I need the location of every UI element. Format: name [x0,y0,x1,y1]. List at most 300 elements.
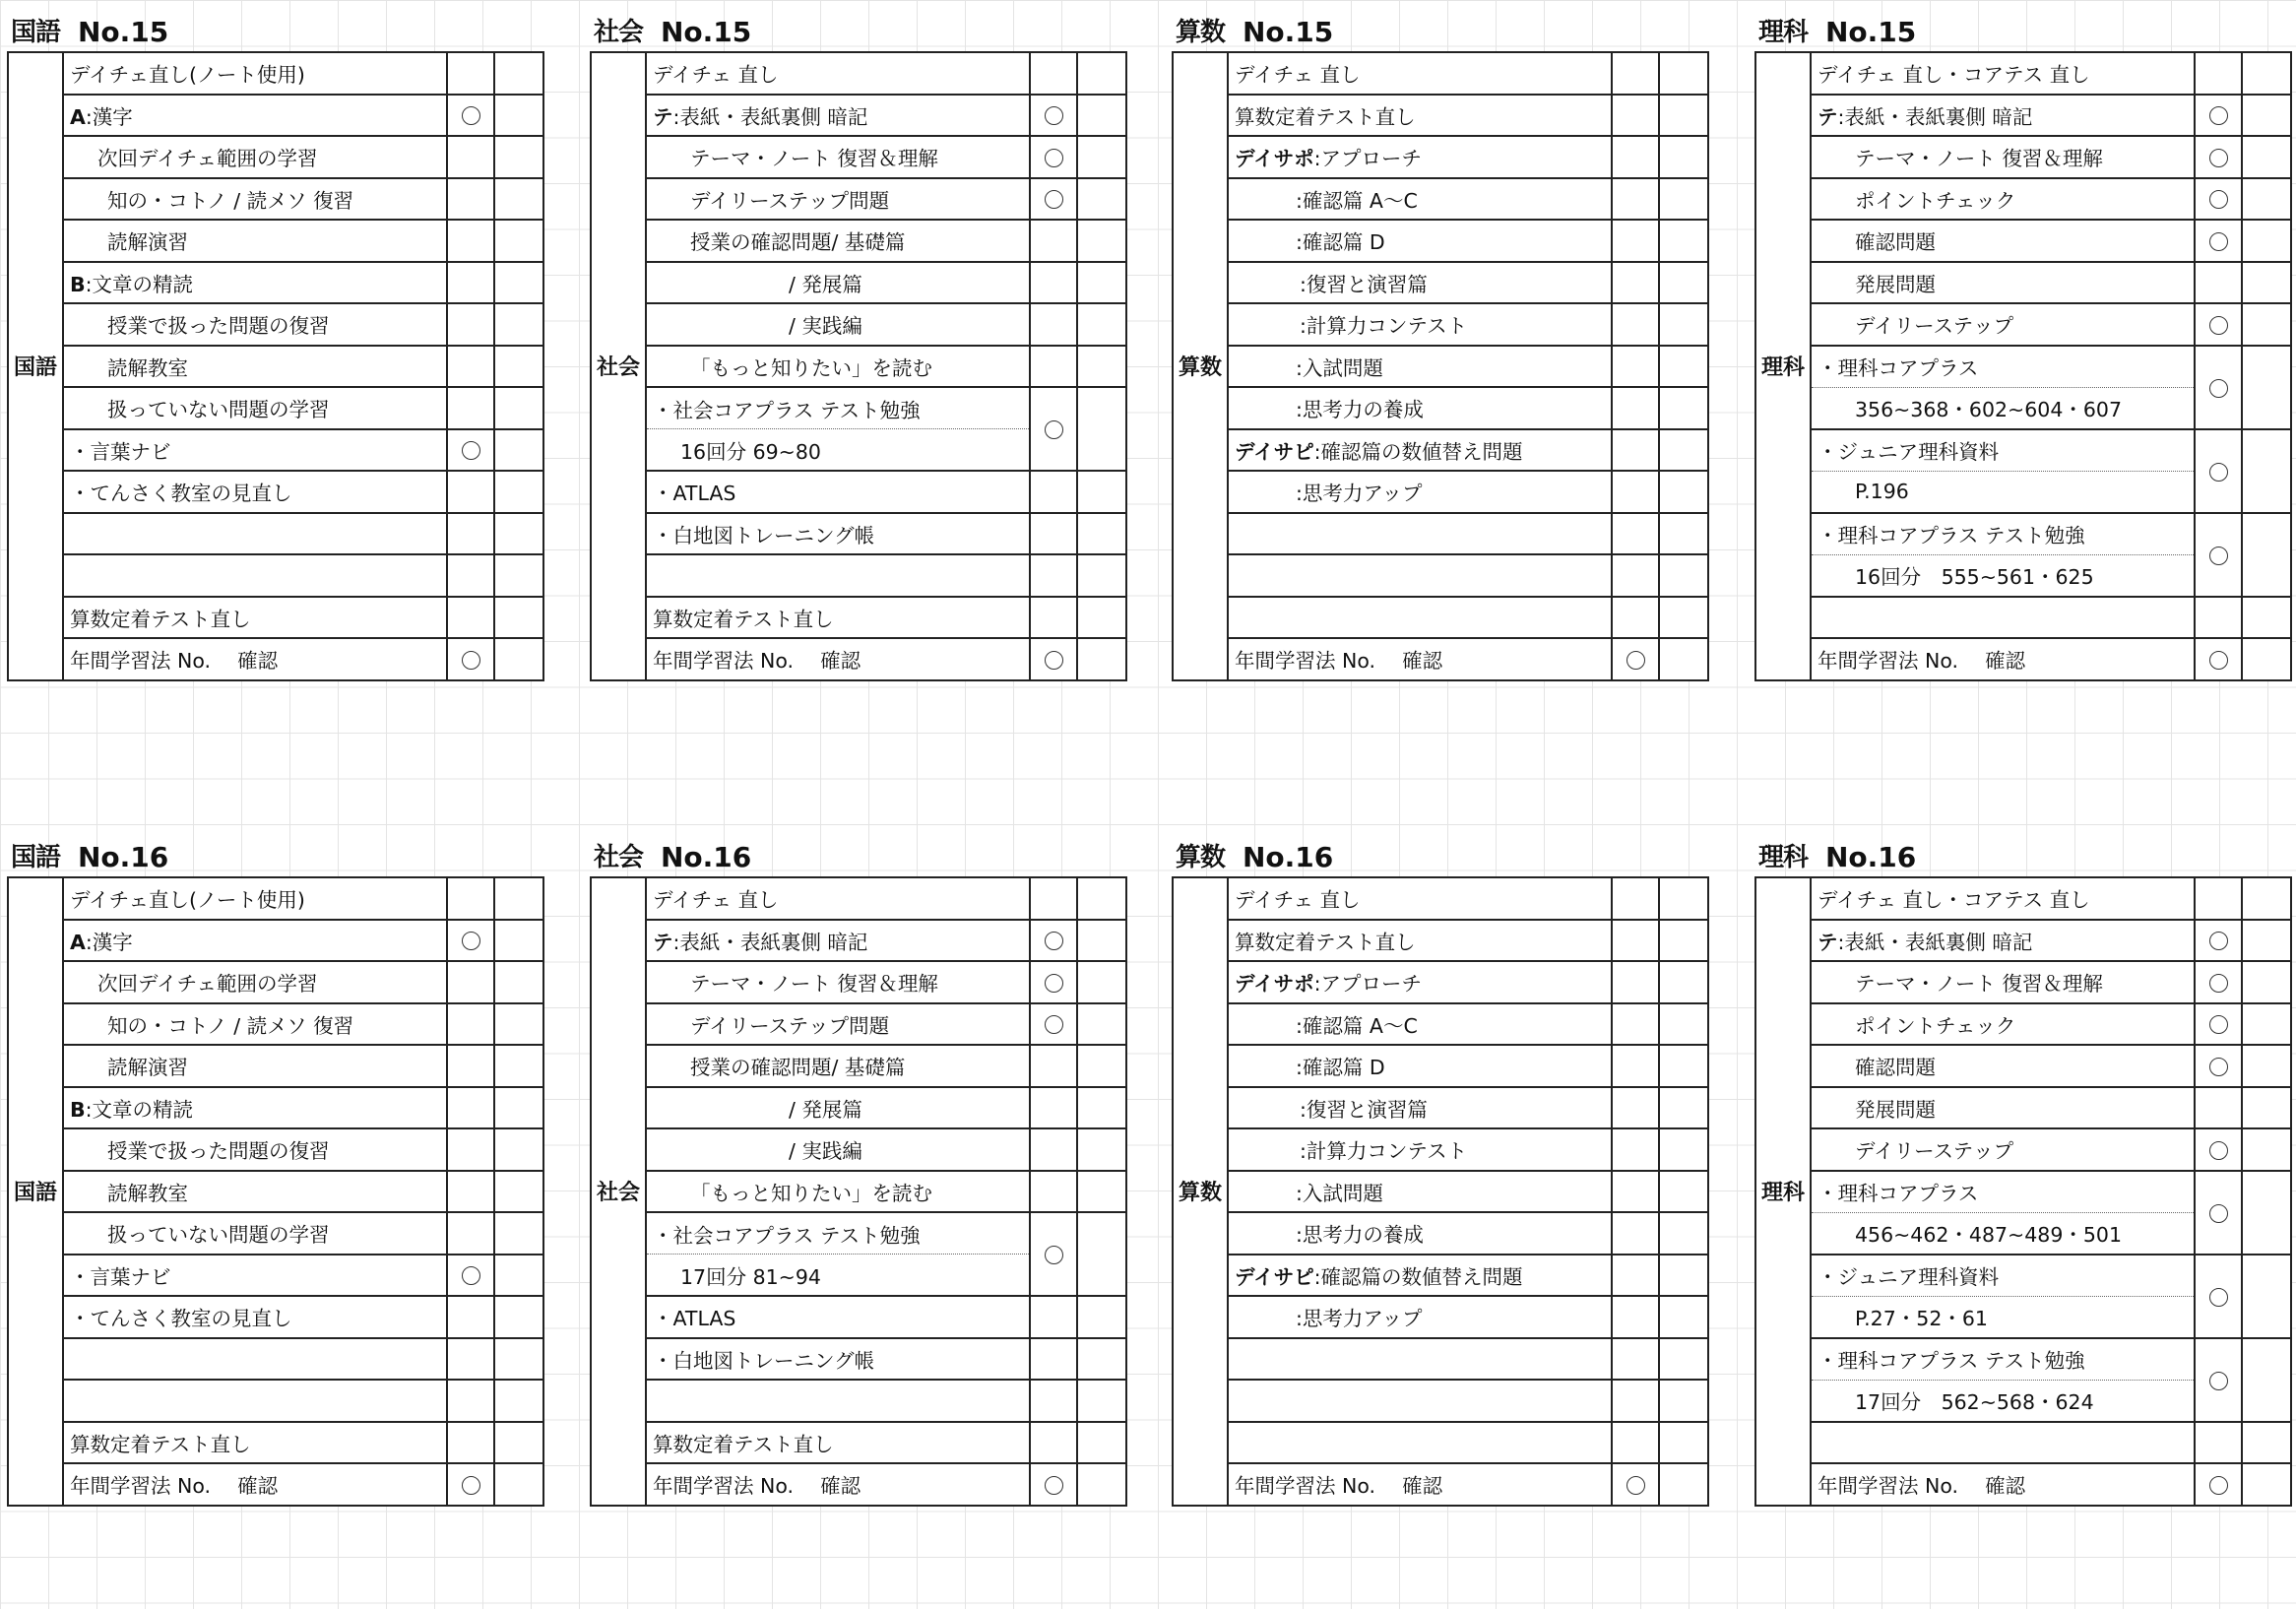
check-cell[interactable] [1612,1128,1659,1171]
done-cell[interactable] [1077,346,1126,388]
task-label [1228,1380,1612,1422]
check-cell[interactable] [1030,471,1077,513]
check-cell[interactable] [2195,961,2242,1003]
checklist-row [1755,1338,2291,1381]
done-cell[interactable] [2242,52,2291,95]
done-cell[interactable] [1659,920,1708,962]
check-cell[interactable] [1612,1255,1659,1297]
panel-header [590,0,1125,51]
check-cell[interactable] [447,52,494,95]
check-cell[interactable] [447,95,494,137]
task-label [646,1255,1030,1297]
done-cell[interactable] [2242,1045,2291,1087]
done-cell[interactable] [2242,1087,2291,1129]
check-cell[interactable] [2195,638,2242,680]
task-text: 算数定着テスト直し [653,1432,834,1456]
done-cell[interactable] [1077,1338,1126,1381]
task-text: :アプローチ [1313,147,1422,171]
circle-mark-icon [2209,547,2228,565]
check-cell[interactable] [447,220,494,262]
task-text: :確認篇 D [1296,1056,1385,1080]
task-text: :確認篇 A～C [1296,1013,1418,1038]
task-text: デイリーステップ問題 [690,188,890,213]
done-cell[interactable] [1659,1045,1708,1087]
check-cell[interactable] [447,262,494,304]
done-cell[interactable] [494,1338,543,1381]
task-prefix: テ [1818,930,1838,954]
check-cell[interactable] [1030,303,1077,346]
done-cell[interactable] [1659,877,1708,920]
check-cell[interactable] [447,1003,494,1046]
check-cell[interactable] [2195,920,2242,962]
done-cell[interactable] [2242,513,2291,597]
done-cell[interactable] [1077,1087,1126,1129]
check-cell[interactable] [1030,262,1077,304]
check-cell[interactable] [2195,1045,2242,1087]
done-cell[interactable] [1659,471,1708,513]
subject-side-label: 国語 [8,52,63,680]
done-cell[interactable] [1659,1338,1708,1381]
check-cell[interactable] [2195,1128,2242,1171]
done-cell[interactable] [1077,178,1126,221]
done-cell[interactable] [494,471,543,513]
checklist-row [591,1045,1126,1087]
task-text: :思考力の養成 [1296,398,1424,422]
done-cell[interactable] [2242,1255,2291,1338]
check-cell[interactable] [1030,95,1077,137]
done-cell[interactable] [2242,877,2291,920]
check-cell[interactable] [1030,1422,1077,1464]
checklist-row [1755,95,2291,137]
done-cell[interactable] [2242,638,2291,680]
task-text: 授業で扱った問題の復習 [107,314,330,339]
check-cell[interactable] [1030,1296,1077,1338]
task-label [1811,597,2195,639]
checklist-row [1755,1255,2291,1297]
check-cell[interactable] [1612,1045,1659,1087]
check-cell[interactable] [1030,513,1077,555]
task-text: 算数定着テスト直し [70,607,251,631]
check-cell[interactable] [1612,1380,1659,1422]
task-label [63,52,447,95]
task-label [1228,471,1612,513]
done-cell[interactable] [1077,513,1126,555]
check-cell[interactable] [2195,136,2242,178]
check-cell[interactable] [1612,1422,1659,1464]
done-cell[interactable] [494,1128,543,1171]
check-cell[interactable] [1030,597,1077,639]
check-cell[interactable] [1612,220,1659,262]
done-cell[interactable] [2242,920,2291,962]
done-cell[interactable] [494,1380,543,1422]
check-cell[interactable] [1612,95,1659,137]
task-label [1228,1212,1612,1255]
check-cell[interactable] [447,513,494,555]
task-prefix: テ [1818,104,1838,129]
done-cell[interactable] [1077,1128,1126,1171]
check-cell[interactable] [2195,513,2242,597]
lesson-number: No.16 [1243,841,1334,873]
checklist-row [1755,52,2291,95]
done-cell[interactable] [1659,1171,1708,1213]
task-label [646,1128,1030,1171]
done-cell[interactable] [1077,52,1126,95]
check-cell[interactable] [447,638,494,680]
check-cell[interactable] [447,1087,494,1129]
circle-mark-icon [2209,932,2228,950]
done-cell[interactable] [494,638,543,680]
check-cell[interactable] [447,1422,494,1464]
done-cell[interactable] [494,52,543,95]
check-cell[interactable] [1612,1171,1659,1213]
checklist-row [1755,513,2291,555]
done-cell[interactable] [494,1045,543,1087]
check-cell[interactable] [2195,1463,2242,1506]
done-cell[interactable] [1077,1380,1126,1422]
checklist-row [591,1296,1126,1338]
check-cell[interactable] [1030,1463,1077,1506]
done-cell[interactable] [1659,1087,1708,1129]
done-cell[interactable] [2242,1128,2291,1171]
done-cell[interactable] [494,1463,543,1506]
check-cell[interactable] [447,554,494,597]
done-cell[interactable] [1659,597,1708,639]
check-cell[interactable] [447,346,494,388]
checklist-row [1755,1087,2291,1129]
done-cell[interactable] [494,877,543,920]
done-cell[interactable] [494,303,543,346]
check-cell[interactable] [2195,95,2242,137]
task-text: ・理科コアプラス テスト勉強 [1818,1349,2085,1373]
check-cell[interactable] [2195,1171,2242,1255]
done-cell[interactable] [1077,1212,1126,1296]
task-text: 年間学習法 No. 確認 [653,1474,861,1499]
done-cell[interactable] [1659,1003,1708,1046]
circle-mark-icon [2209,1141,2228,1160]
check-cell[interactable] [2195,597,2242,639]
done-cell[interactable] [494,136,543,178]
check-cell[interactable] [1612,1087,1659,1129]
check-cell[interactable] [447,1045,494,1087]
task-label [63,597,447,639]
panel-header [1172,825,1707,876]
circle-mark-icon [2209,106,2228,125]
done-cell[interactable] [1659,554,1708,597]
check-cell[interactable] [2195,1338,2242,1422]
check-cell[interactable] [1030,1003,1077,1046]
check-cell[interactable] [1030,136,1077,178]
check-cell[interactable] [1612,1463,1659,1506]
check-cell[interactable] [447,303,494,346]
done-cell[interactable] [2242,961,2291,1003]
check-cell[interactable] [1030,387,1077,471]
task-text: 読解演習 [107,230,188,255]
check-cell[interactable] [1612,52,1659,95]
check-cell[interactable] [447,1255,494,1297]
check-cell[interactable] [447,877,494,920]
check-cell[interactable] [1030,52,1077,95]
check-cell[interactable] [1612,597,1659,639]
done-cell[interactable] [494,220,543,262]
check-cell[interactable] [2195,1003,2242,1046]
check-cell[interactable] [1030,178,1077,221]
task-label [1811,429,2195,472]
done-cell[interactable] [1659,178,1708,221]
circle-mark-icon [2209,651,2228,670]
check-cell[interactable] [1612,346,1659,388]
check-cell[interactable] [1612,262,1659,304]
done-cell[interactable] [494,1171,543,1213]
check-cell[interactable] [1030,1380,1077,1422]
done-cell[interactable] [494,1422,543,1464]
done-cell[interactable] [1659,1128,1708,1171]
panel-header [7,825,542,876]
done-cell[interactable] [1659,429,1708,472]
task-label [1228,95,1612,137]
done-cell[interactable] [1077,638,1126,680]
task-text: テーマ・ノート 復習＆理解 [690,147,938,171]
done-cell[interactable] [1077,920,1126,962]
check-cell[interactable] [1030,554,1077,597]
check-cell[interactable] [447,1380,494,1422]
done-cell[interactable] [2242,346,2291,429]
done-cell[interactable] [1659,220,1708,262]
check-cell[interactable] [447,1128,494,1171]
done-cell[interactable] [1659,1463,1708,1506]
check-cell[interactable] [2195,1422,2242,1464]
check-cell[interactable] [2195,1255,2242,1338]
task-label [1811,1212,2195,1255]
check-cell[interactable] [447,1171,494,1213]
check-cell[interactable] [1030,638,1077,680]
task-label [1228,52,1612,95]
done-cell[interactable] [494,346,543,388]
check-cell[interactable] [447,961,494,1003]
done-cell[interactable] [2242,1422,2291,1464]
check-cell[interactable] [447,387,494,429]
checklist-row [591,1422,1126,1464]
done-cell[interactable] [1077,1003,1126,1046]
done-cell[interactable] [1659,1212,1708,1255]
task-text: 発展問題 [1855,1097,1936,1122]
check-cell[interactable] [2195,52,2242,95]
done-cell[interactable] [2242,1171,2291,1255]
done-cell[interactable] [494,95,543,137]
task-label [646,52,1030,95]
done-cell[interactable] [2242,178,2291,221]
circle-mark-icon [462,651,480,670]
done-cell[interactable] [2242,262,2291,304]
done-cell[interactable] [1659,52,1708,95]
done-cell[interactable] [1077,262,1126,304]
check-cell[interactable] [1612,429,1659,472]
done-cell[interactable] [1077,877,1126,920]
check-cell[interactable] [1612,554,1659,597]
checklist-row [8,1003,543,1046]
done-cell[interactable] [1077,220,1126,262]
check-cell[interactable] [1612,136,1659,178]
checklist-row [1755,877,2291,920]
check-cell[interactable] [447,1212,494,1255]
check-cell[interactable] [1030,1087,1077,1129]
check-cell[interactable] [1612,877,1659,920]
check-cell[interactable] [2195,262,2242,304]
check-cell[interactable] [447,920,494,962]
task-text: :表紙・表紙裏側 暗記 [1837,930,2033,954]
done-cell[interactable] [2242,597,2291,639]
done-cell[interactable] [1659,387,1708,429]
check-cell[interactable] [2195,303,2242,346]
task-label [63,1255,447,1297]
done-cell[interactable] [494,1255,543,1297]
done-cell[interactable] [2242,429,2291,513]
checklist-row [1173,1087,1708,1129]
done-cell[interactable] [494,178,543,221]
check-cell[interactable] [2195,220,2242,262]
done-cell[interactable] [1077,597,1126,639]
done-cell[interactable] [1077,554,1126,597]
checklist-row [1173,513,1708,555]
done-cell[interactable] [1659,346,1708,388]
task-text: 次回デイチェ範囲の学習 [97,147,318,171]
done-cell[interactable] [1077,471,1126,513]
done-cell[interactable] [1659,95,1708,137]
check-cell[interactable] [1030,961,1077,1003]
done-cell[interactable] [2242,136,2291,178]
check-cell[interactable] [1030,1128,1077,1171]
check-cell[interactable] [447,1338,494,1381]
task-text: デイチェ 直し・コアテス 直し [1818,888,2090,913]
check-cell[interactable] [2195,346,2242,429]
done-cell[interactable] [494,513,543,555]
check-cell[interactable] [2195,429,2242,513]
done-cell[interactable] [2242,1463,2291,1506]
done-cell[interactable] [1077,95,1126,137]
done-cell[interactable] [1659,262,1708,304]
circle-mark-icon [2209,232,2228,251]
circle-mark-icon [2209,149,2228,167]
checklist-row [591,1463,1126,1506]
checklist-row [8,1296,543,1338]
task-label [1811,1380,2195,1422]
check-cell[interactable] [447,429,494,472]
check-cell[interactable] [2195,1087,2242,1129]
check-cell[interactable] [1030,220,1077,262]
done-cell[interactable] [494,1212,543,1255]
done-cell[interactable] [1659,1380,1708,1422]
checklist-row [1755,638,2291,680]
checklist-row [1173,1003,1708,1046]
check-cell[interactable] [447,136,494,178]
done-cell[interactable] [1077,1171,1126,1213]
done-cell[interactable] [1659,638,1708,680]
check-cell[interactable] [1612,1296,1659,1338]
check-cell[interactable] [447,471,494,513]
checklist-row [8,136,543,178]
task-text: ・ATLAS [653,482,736,506]
done-cell[interactable] [1077,303,1126,346]
check-cell[interactable] [1612,1212,1659,1255]
task-label [1228,1338,1612,1381]
done-cell[interactable] [1077,961,1126,1003]
done-cell[interactable] [494,429,543,472]
check-cell[interactable] [1030,877,1077,920]
task-label [1811,1422,2195,1464]
check-cell[interactable] [1612,387,1659,429]
check-cell[interactable] [1030,1045,1077,1087]
done-cell[interactable] [1659,961,1708,1003]
check-cell[interactable] [2195,877,2242,920]
checklist-row [591,1128,1126,1171]
done-cell[interactable] [1659,136,1708,178]
done-cell[interactable] [1077,1296,1126,1338]
checklist-row [1173,346,1708,388]
check-cell[interactable] [1030,920,1077,962]
done-cell[interactable] [494,1087,543,1129]
done-cell[interactable] [494,262,543,304]
check-cell[interactable] [1030,1171,1077,1213]
done-cell[interactable] [1659,513,1708,555]
done-cell[interactable] [1659,303,1708,346]
done-cell[interactable] [2242,1338,2291,1422]
done-cell[interactable] [1077,1463,1126,1506]
done-cell[interactable] [2242,1003,2291,1046]
task-label [1228,1045,1612,1087]
task-text: :入試問題 [1296,355,1383,380]
done-cell[interactable] [494,920,543,962]
task-label [646,387,1030,429]
done-cell[interactable] [1077,387,1126,471]
done-cell[interactable] [494,961,543,1003]
check-cell[interactable] [1612,471,1659,513]
check-cell[interactable] [447,1296,494,1338]
done-cell[interactable] [1659,1296,1708,1338]
check-cell[interactable] [2195,178,2242,221]
done-cell[interactable] [494,1003,543,1046]
check-cell[interactable] [1612,513,1659,555]
check-cell[interactable] [1612,961,1659,1003]
done-cell[interactable] [494,1296,543,1338]
done-cell[interactable] [1077,1422,1126,1464]
check-cell[interactable] [1612,303,1659,346]
done-cell[interactable] [1077,1045,1126,1087]
check-cell[interactable] [447,1463,494,1506]
check-cell[interactable] [1612,1338,1659,1381]
check-cell[interactable] [447,178,494,221]
done-cell[interactable] [2242,303,2291,346]
circle-mark-icon [1045,1246,1063,1264]
check-cell[interactable] [1612,638,1659,680]
check-cell[interactable] [1612,178,1659,221]
check-cell[interactable] [447,597,494,639]
check-cell[interactable] [1030,346,1077,388]
checklist-row [591,554,1126,597]
check-cell[interactable] [1612,920,1659,962]
check-cell[interactable] [1612,1003,1659,1046]
done-cell[interactable] [1659,1422,1708,1464]
done-cell[interactable] [494,554,543,597]
task-label [1811,1087,2195,1129]
done-cell[interactable] [2242,95,2291,137]
done-cell[interactable] [494,387,543,429]
done-cell[interactable] [1659,1255,1708,1297]
check-cell[interactable] [1030,1212,1077,1296]
done-cell[interactable] [494,597,543,639]
check-cell[interactable] [1030,1338,1077,1381]
done-cell[interactable] [2242,220,2291,262]
task-label [1228,178,1612,221]
done-cell[interactable] [1077,136,1126,178]
